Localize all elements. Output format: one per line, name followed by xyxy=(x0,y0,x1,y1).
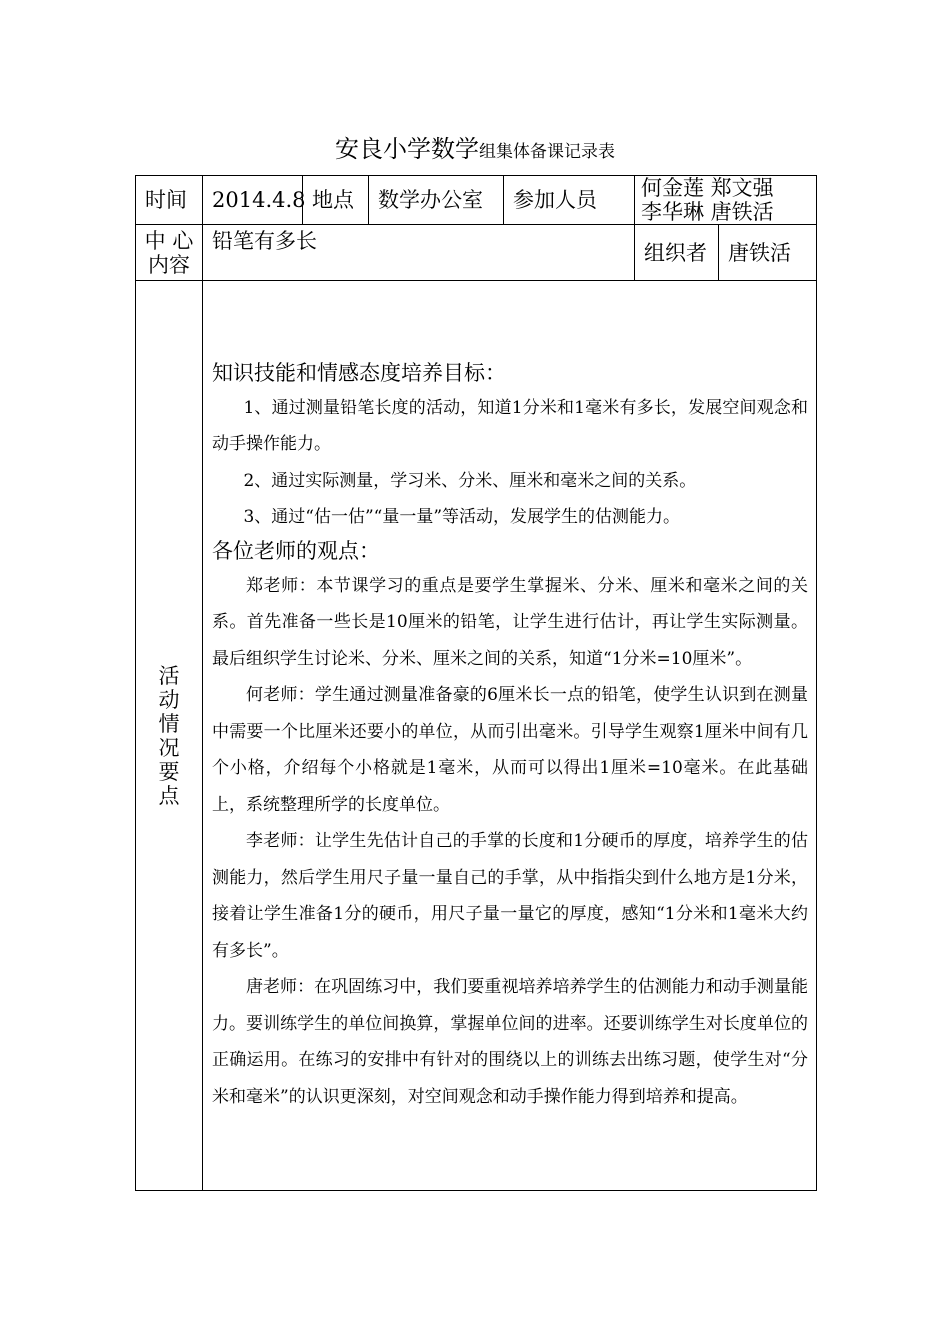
participants-line-1: 何金莲 郑文强 xyxy=(641,176,774,200)
time-label: 时间 xyxy=(136,176,203,225)
topic-label-line-1: 中 心 xyxy=(144,228,194,253)
lesson-prep-record-table xyxy=(135,175,817,1191)
activity-label-char: 况 xyxy=(158,735,180,760)
activity-label-char: 动 xyxy=(158,687,180,712)
teacher-view-li: 李老师：让学生先估计自己的手掌的长度和1分硬币的厚度，培养学生的估测能力，然后学生用尺子量一量自己的手掌，从中指指尖到什么地方是1分米，接着让学生准备1分的硬币，用尺子量一量它的厚度，感知“1分米和1毫米大约有多长”。 xyxy=(212,831,808,961)
topic-label-line-2: 内容 xyxy=(148,252,190,277)
goals-heading: 知识技能和情感态度培养目标： xyxy=(212,360,506,385)
organizer-value: 唐铁活 xyxy=(719,225,817,281)
activity-label xyxy=(136,281,203,1191)
activity-label-char: 点 xyxy=(158,783,180,808)
participants-line-2: 李华琳 唐铁活 xyxy=(641,200,774,224)
participants-value xyxy=(635,176,817,225)
place-value: 数学办公室 xyxy=(369,176,504,225)
goal-item: 1、通过测量铅笔长度的活动，知道1分米和1毫米有多长，发展空间观念和动手操作能力。 xyxy=(212,397,808,455)
participants-label: 参加人员 xyxy=(504,176,635,225)
teacher-view-zheng: 郑老师：本节课学习的重点是要学生掌握米、分米、厘米和毫米之间的关系。首先准备一些长是10厘米的铅笔，让学生进行估计，再让学生实际测量。最后组织学生讨论米、分米、厘米之间的关系，知道“1分米=10厘米”。 xyxy=(212,575,808,669)
title-main: 安良小学数学 xyxy=(335,135,479,163)
organizer-label: 组织者 xyxy=(635,225,719,281)
topic-label xyxy=(136,225,203,281)
activity-label-char: 情 xyxy=(158,711,180,736)
activity-row xyxy=(136,281,817,1191)
topic-row xyxy=(136,225,817,281)
title-suffix: 组集体备课记录表 xyxy=(479,142,615,162)
header-row xyxy=(136,176,817,225)
place-label: 地点 xyxy=(303,176,369,225)
time-value: 2014.4.8 xyxy=(203,176,303,225)
topic-value: 铅笔有多长 xyxy=(203,225,635,281)
goal-item: 2、通过实际测量，学习米、分米、厘米和毫米之间的关系。 xyxy=(243,470,697,491)
activity-label-char: 要 xyxy=(158,759,180,784)
document-title xyxy=(0,133,950,168)
activity-content xyxy=(203,281,817,1191)
goal-item: 3、通过“估一估”“量一量”等活动，发展学生的估测能力。 xyxy=(243,507,681,528)
teacher-view-tang: 唐老师：在巩固练习中，我们要重视培养培养学生的估测能力和动手测量能力。要训练学生的单位间换算，掌握单位间的进率。还要训练学生对长度单位的正确运用。在练习的安排中有针对的围绕以上的训练去出练习题，使学生对“分米和毫米”的认识更深刻，对空间观念和动手操作能力得到培养和提高。 xyxy=(212,977,808,1107)
views-heading: 各位老师的观点： xyxy=(212,538,380,563)
teacher-view-he: 何老师：学生通过测量准备豪的6厘米长一点的铅笔，使学生认识到在测量中需要一个比厘米还要小的单位，从而引出毫米。引导学生观察1厘米中间有几个小格，介绍每个小格就是1毫米，从而可以得出1厘米=10毫米。在此基础上，系统整理所学的长度单位。 xyxy=(212,685,808,815)
activity-label-char: 活 xyxy=(158,663,180,688)
